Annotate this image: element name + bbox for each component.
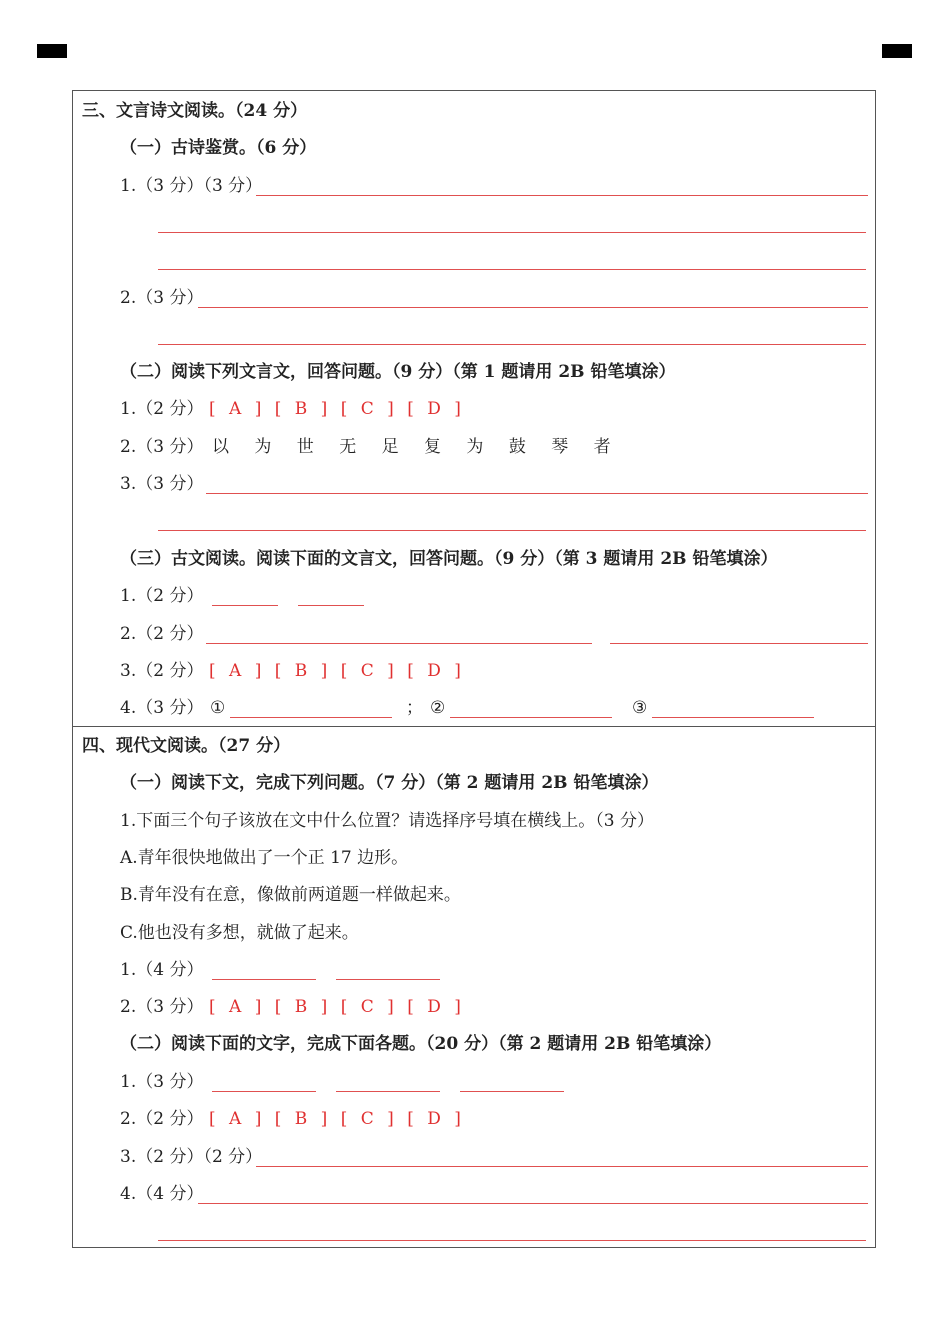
s4p2-q1-blank-1[interactable]: [212, 1091, 316, 1092]
s4p1-option-a: A.青年很快地做出了一个正 17 边形。: [120, 848, 409, 868]
section3-title: 三、文言诗文阅读。（24 分）: [82, 101, 308, 121]
s3p1-q1-answer-line-3[interactable]: [158, 269, 866, 270]
s3p3-q4-mark-3: ③: [632, 698, 648, 718]
s3p1-q2-answer-line-1[interactable]: [198, 307, 868, 308]
s3p1-q2-answer-line-2[interactable]: [158, 344, 866, 345]
s4p1-intro: 1.下面三个句子该放在文中什么位置？请选择序号填在横线上。（3 分）: [120, 811, 654, 831]
section3-part2-title: （二）阅读下列文言文，回答问题。（9 分）（第 1 题请用 2B 铅笔填涂）: [120, 362, 676, 382]
s3p3-q2-blank-1[interactable]: [206, 643, 592, 644]
registration-mark-left: [37, 44, 67, 58]
s3p2-q2-text: 以 为 世 无 足 复 为 鼓 琴 者: [212, 437, 621, 457]
s4p2-q3-answer-line[interactable]: [256, 1166, 868, 1167]
s4p1-q2-label: 2.（3 分）: [120, 997, 204, 1017]
s3p3-q1-label: 1.（2 分）: [120, 586, 204, 606]
s4p2-q2-options[interactable]: [ A ] [ B ] [ C ] [ D ]: [209, 1109, 465, 1129]
s4p1-option-b: B.青年没有在意，像做前两道题一样做起来。: [120, 885, 461, 905]
s4p2-q1-blank-3[interactable]: [460, 1091, 564, 1092]
section4-title: 四、现代文阅读。（27 分）: [82, 736, 291, 756]
s3p3-q3-label: 3.（2 分）: [120, 661, 204, 681]
s4p2-q2-label: 2.（2 分）: [120, 1109, 204, 1129]
section3-part1-title: （一）古诗鉴赏。（6 分）: [120, 138, 317, 158]
s3p3-q3-options[interactable]: [ A ] [ B ] [ C ] [ D ]: [209, 661, 465, 681]
s4p2-q4-answer-line-1[interactable]: [198, 1203, 868, 1204]
s3p2-q3-answer-line-1[interactable]: [206, 493, 868, 494]
s4p2-q3-label: 3.（2 分）（2 分）: [120, 1147, 263, 1167]
s4p1-q2-options[interactable]: [ A ] [ B ] [ C ] [ D ]: [209, 997, 465, 1017]
s3p1-q2-label: 2.（3 分）: [120, 288, 204, 308]
s3p3-q1-blank-1[interactable]: [212, 605, 278, 606]
s4p1-q1-blank-1[interactable]: [212, 979, 316, 980]
s4p1-q1-label: 1.（4 分）: [120, 960, 204, 980]
s4p2-q1-label: 1.（3 分）: [120, 1072, 204, 1092]
registration-mark-right: [882, 44, 912, 58]
s4p1-q1-blank-2[interactable]: [336, 979, 440, 980]
s4p2-q4-label: 4.（4 分）: [120, 1184, 204, 1204]
section-divider: [72, 726, 876, 727]
s3p2-q1-options[interactable]: [ A ] [ B ] [ C ] [ D ]: [209, 399, 465, 419]
section4-part1-title: （一）阅读下文，完成下列问题。（7 分）（第 2 题请用 2B 铅笔填涂）: [120, 773, 659, 793]
s3p3-q1-blank-2[interactable]: [298, 605, 364, 606]
s3p3-q2-label: 2.（2 分）: [120, 624, 204, 644]
s3p3-q4-mark-2: ②: [430, 698, 446, 718]
s3p2-q3-answer-line-2[interactable]: [158, 530, 866, 531]
s3p3-q4-label: 4.（3 分）: [120, 698, 204, 718]
s3p1-q1-answer-line-1[interactable]: [256, 195, 868, 196]
s3p3-q4-blank-2[interactable]: [450, 717, 612, 718]
s3p2-q1-label: 1.（2 分）: [120, 399, 204, 419]
s3p2-q3-label: 3.（3 分）: [120, 474, 204, 494]
s3p2-q2-label: 2.（3 分）: [120, 437, 204, 457]
s3p3-q4-separator: ；: [406, 698, 423, 718]
s3p3-q4-blank-1[interactable]: [230, 717, 392, 718]
s3p1-q1-label: 1.（3 分）（3 分）: [120, 176, 263, 196]
s3p3-q4-mark-1: ①: [210, 698, 226, 718]
section3-part3-title: （三）古文阅读。阅读下面的文言文，回答问题。（9 分）（第 3 题请用 2B 铅笔填涂）: [120, 549, 778, 569]
s4p1-option-c: C.他也没有多想，就做了起来。: [120, 923, 359, 943]
s3p1-q1-answer-line-2[interactable]: [158, 232, 866, 233]
s4p2-q1-blank-2[interactable]: [336, 1091, 440, 1092]
s3p3-q4-blank-3[interactable]: [652, 717, 814, 718]
section4-part2-title: （二）阅读下面的文字，完成下面各题。（20 分）（第 2 题请用 2B 铅笔填涂）: [120, 1034, 722, 1054]
s3p3-q2-blank-2[interactable]: [610, 643, 868, 644]
s4p2-q4-answer-line-2[interactable]: [158, 1240, 866, 1241]
